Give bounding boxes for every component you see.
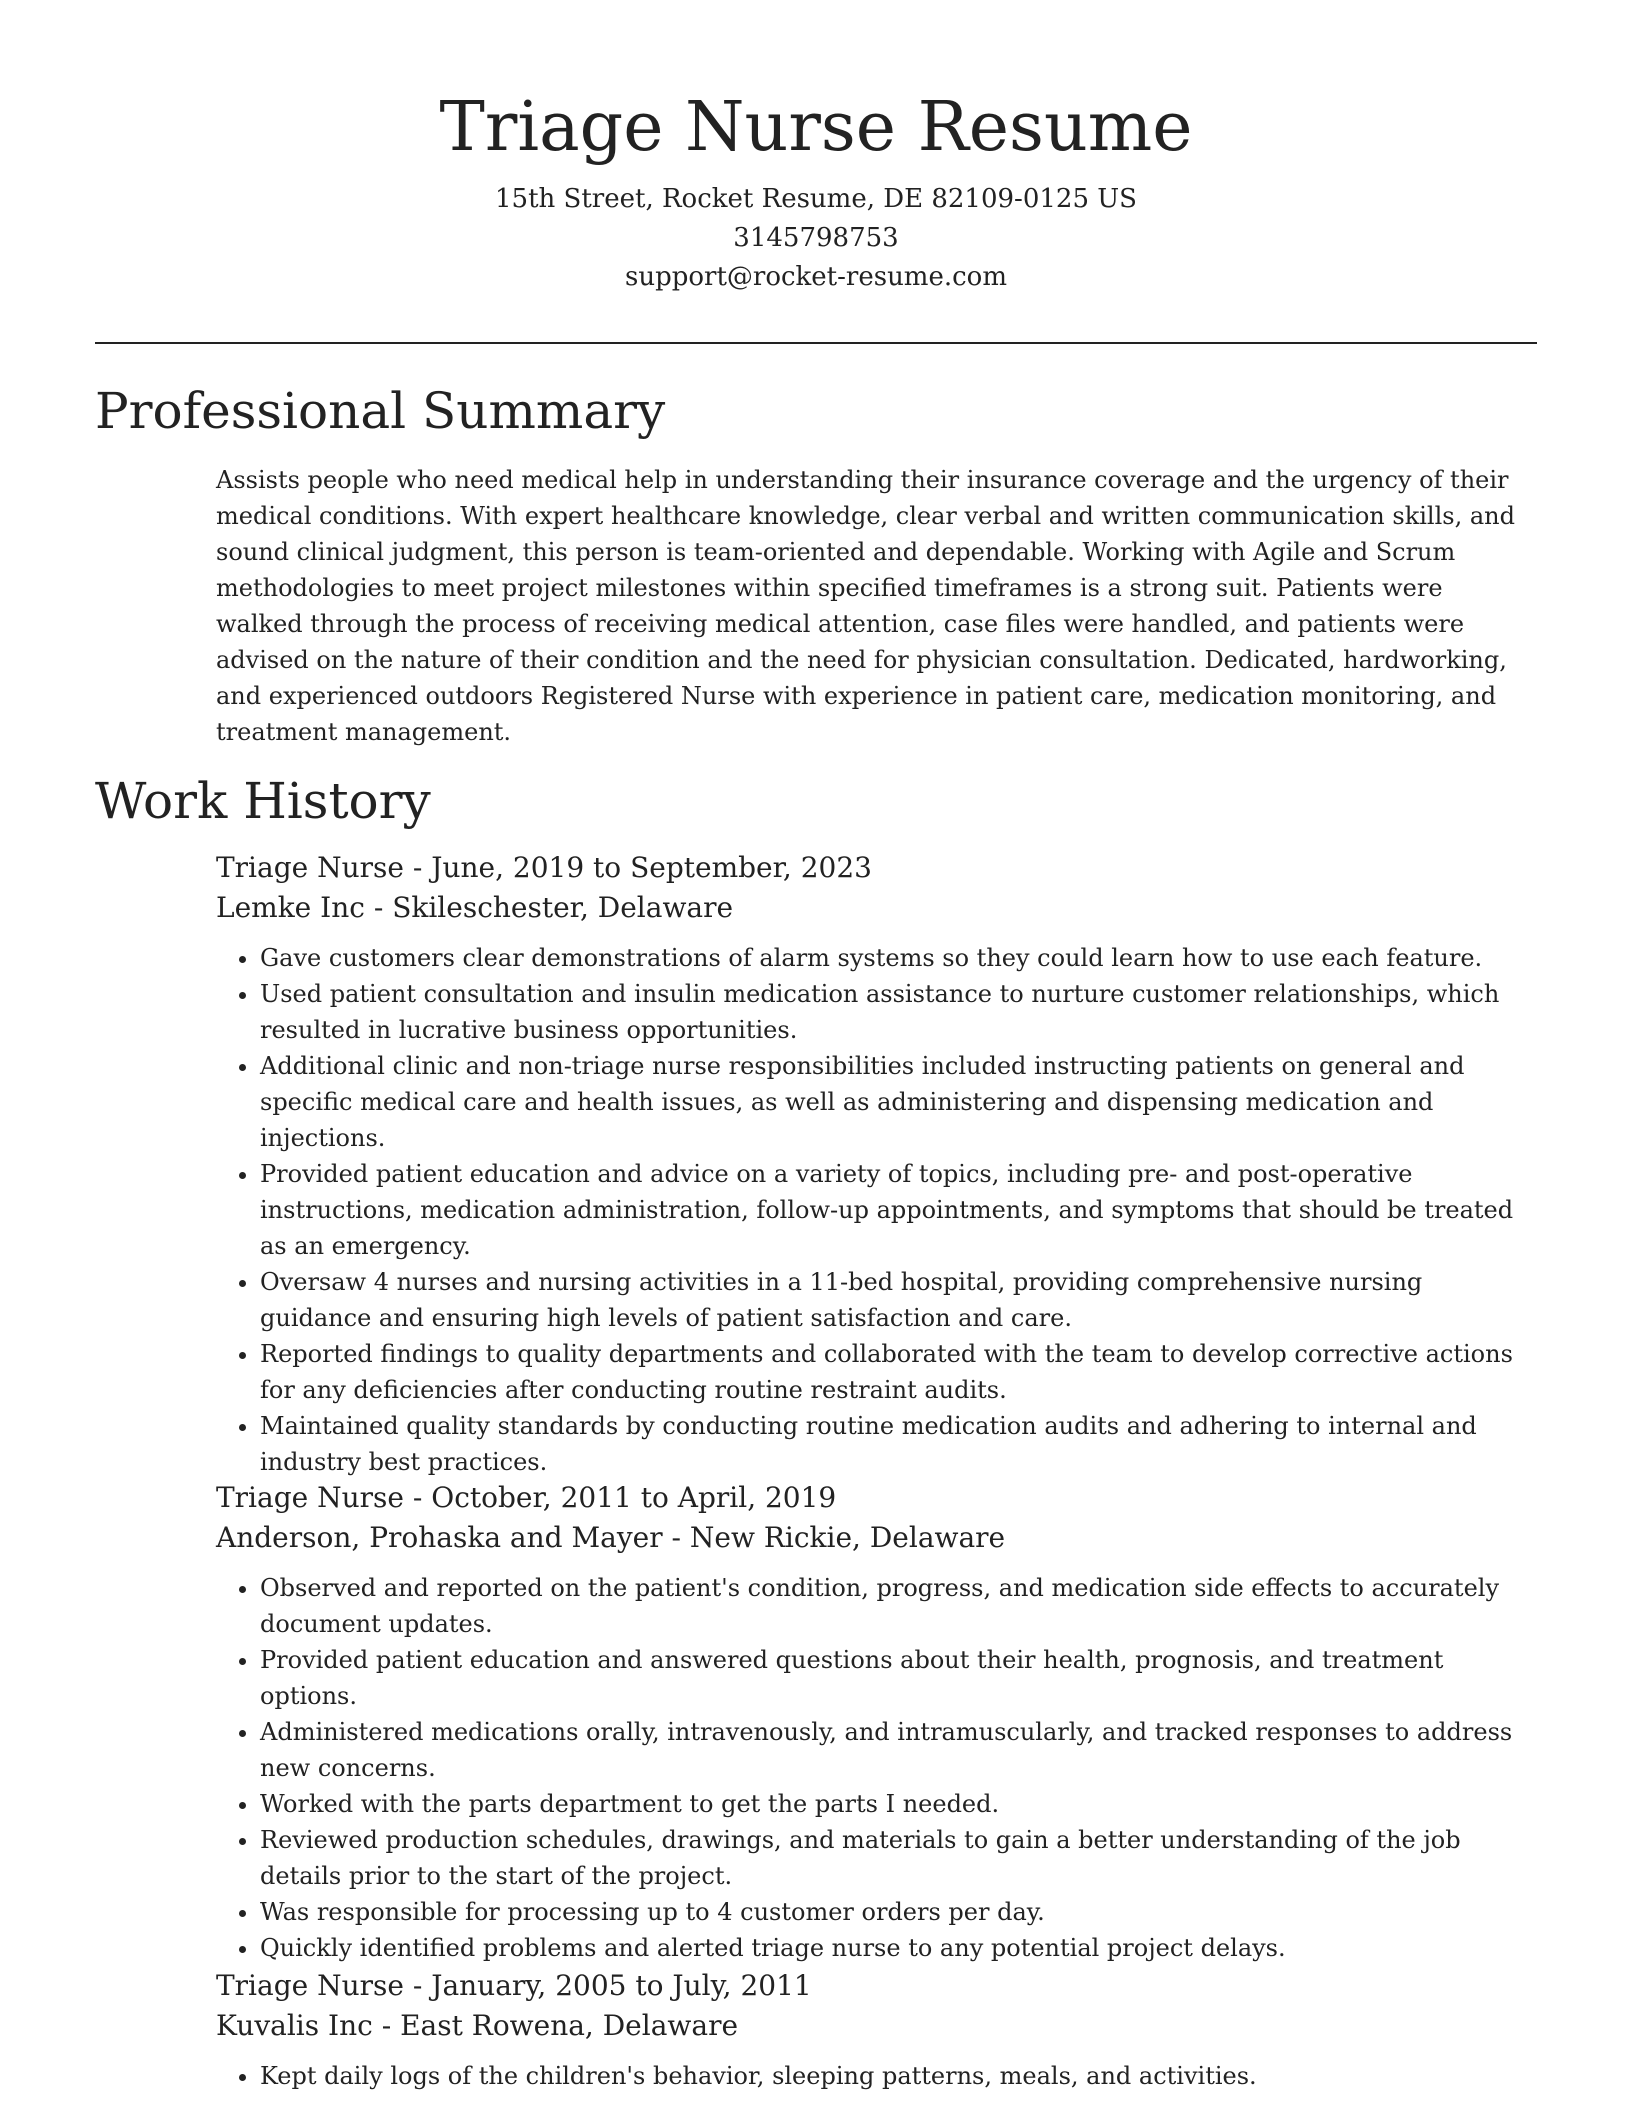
job-dates: January, 2005 to July, 2011 (431, 1969, 812, 2002)
job-entry (216, 848, 1538, 1480)
job-bullet: • Gave customers clear demonstrations of alarm systems so they could learn how to use each feature. (260, 940, 1538, 976)
job-company-line (216, 2006, 1538, 2046)
job-separator: - (403, 1481, 432, 1514)
contact-email: support@rocket-resume.com (624, 262, 1007, 292)
job-bullet: • Provided patient education and answered questions about their health, prognosis, and treatment options. (260, 1642, 1538, 1714)
job-bullet: • Reported findings to quality departments and collaborated with the team to develop corrective actions for any deficiencies after conducting routine restraint audits. (260, 1336, 1538, 1408)
job-bullet: • Provided patient education and advice on a variety of topics, including pre- and post-operative instructions, medication administration, follow-up appointments, and symptoms that should be treated as an emergency. (260, 1156, 1538, 1264)
job-bullet-list (216, 2058, 1538, 2094)
job-company-line (216, 888, 1538, 928)
job-company: Kuvalis Inc (216, 2009, 373, 2042)
job-bullet: • Was responsible for processing up to 4 customer orders per day. (260, 1894, 1538, 1930)
contact-address: 15th Street, Rocket Resume, DE 82109-0125 US (495, 184, 1137, 214)
job-dates: June, 2019 to September, 2023 (431, 851, 872, 884)
job-company: Lemke Inc (216, 891, 365, 924)
job-location: Skileschester, Delaware (392, 891, 734, 924)
job-bullet: • Reviewed production schedules, drawings, and materials to gain a better understanding of the job details prior to the start of the project. (260, 1822, 1538, 1894)
job-bullet: • Worked with the parts department to get the parts I needed. (260, 1786, 1538, 1822)
header-divider (95, 342, 1537, 344)
job-separator: - (403, 851, 432, 884)
resume-title: Triage Nurse Resume (439, 88, 1193, 167)
summary-paragraph: Assists people who need medical help in understanding their insurance coverage and the urgency of their medical conditions. With expert healthcare knowledge, clear verbal and written communication skills, and sound clinical judgment, this person is team-oriented and dependable. Working with Agile and Scrum methodologies to meet project milestones within specified timeframes is a strong suit. Patients were walked through the process of receiving medical attention, case files were handled, and patients were advised on the nature of their condition and the need for physician consultation. Dedicated, hardworking, and experienced outdoors Registered Nurse with experience in patient care, medication monitoring, and treatment management. (216, 466, 1515, 746)
job-bullet: • Observed and reported on the patient's condition, progress, and medication side effects to accurately document updates. (260, 1570, 1538, 1642)
job-bullet: • Quickly identified problems and alerted triage nurse to any potential project delays. (260, 1930, 1538, 1966)
resume-header (0, 80, 1632, 297)
job-separator: - (372, 2009, 401, 2042)
job-bullet: • Oversaw 4 nurses and nursing activities in a 11-bed hospital, providing comprehensive nursing guidance and ensuring high levels of patient satisfaction and care. (260, 1264, 1538, 1336)
job-bullet-list (216, 1570, 1538, 1966)
job-entry (216, 1966, 1538, 2094)
job-bullet: • Administered medications orally, intravenously, and intramuscularly, and tracked responses to address new concerns. (260, 1714, 1538, 1786)
job-separator: - (403, 1969, 432, 2002)
job-title: Triage Nurse (216, 851, 404, 884)
section-title-work-history: Work History (95, 772, 431, 830)
job-dates: October, 2011 to April, 2019 (431, 1481, 837, 1514)
job-bullet-list (216, 940, 1538, 1480)
job-bullet: • Kept daily logs of the children's behavior, sleeping patterns, meals, and activities. (260, 2058, 1538, 2094)
job-title: Triage Nurse (216, 1481, 404, 1514)
job-company: Anderson, Prohaska and Mayer (216, 1521, 663, 1554)
section-title-professional-summary: Professional Summary (95, 382, 666, 440)
job-entry (216, 1478, 1538, 1966)
job-bullet: • Used patient consultation and insulin medication assistance to nurture customer relationships, which resulted in lucrative business opportunities. (260, 976, 1538, 1048)
job-company-line (216, 1518, 1538, 1558)
job-bullet: • Additional clinic and non-triage nurse responsibilities included instructing patients on general and specific medical care and health issues, as well as administering and dispensing medication and injections. (260, 1048, 1538, 1156)
job-bullet: • Maintained quality standards by conducting routine medication audits and adhering to internal and industry best practices. (260, 1408, 1538, 1480)
job-location: East Rowena, Delaware (400, 2009, 739, 2042)
job-location: New Rickie, Delaware (689, 1521, 1006, 1554)
job-title: Triage Nurse (216, 1969, 404, 2002)
job-separator: - (364, 891, 393, 924)
job-title-line (216, 848, 1538, 888)
job-title-line (216, 1478, 1538, 1518)
job-separator: - (662, 1521, 690, 1554)
job-title-line (216, 1966, 1538, 2006)
contact-phone: 3145798753 (733, 223, 899, 253)
